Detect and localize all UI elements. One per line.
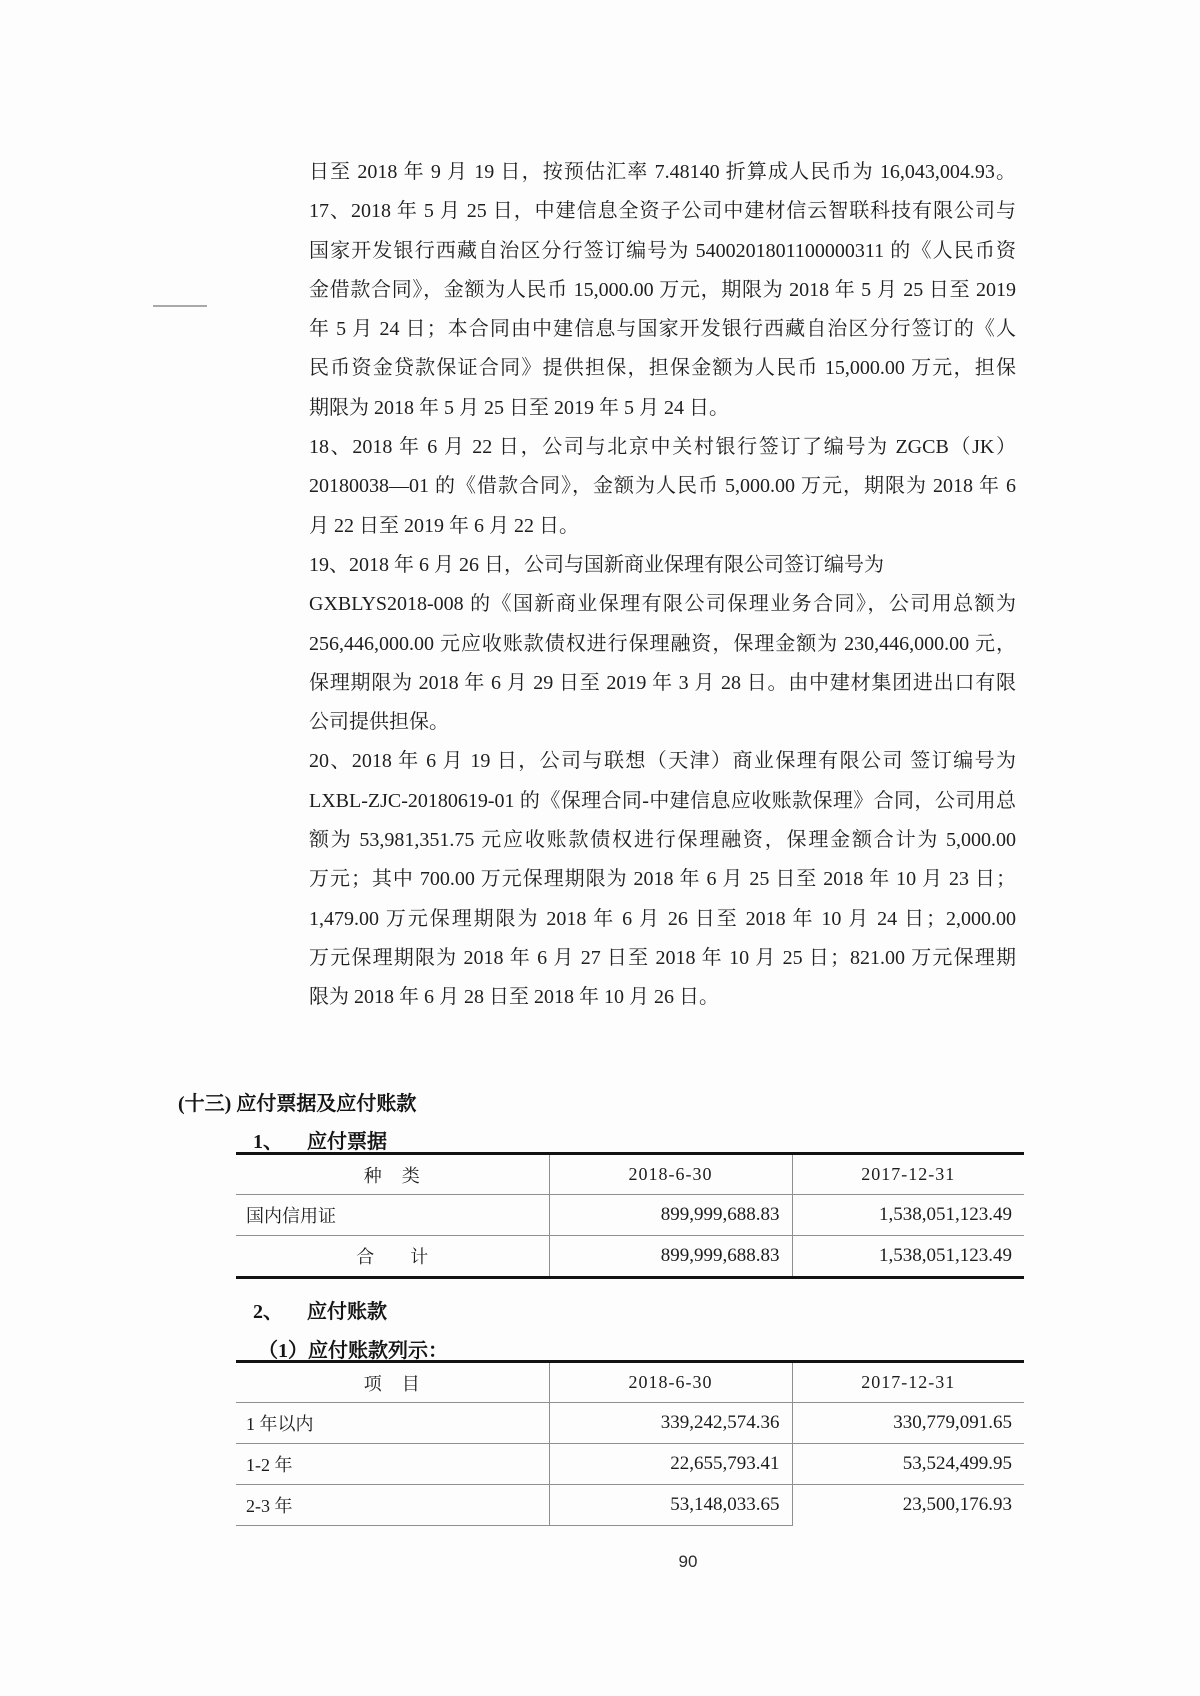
section-heading: (十三) 应付票据及应付账款	[178, 1093, 417, 1115]
table-row	[236, 1236, 1024, 1278]
row-label: 1 年以内	[236, 1403, 549, 1444]
column-header: 种 类	[236, 1154, 549, 1195]
body-text-line: 金借款合同》，金额为人民币 15,000.00 万元，期限为 2018 年 5 月 25 日至 2019	[309, 278, 1016, 301]
body-text-line: 万元保理期限为 2018 年 6 月 27 日至 2018 年 10 月 25 日；821.00 万元保理期	[309, 946, 1016, 969]
row-label: 1-2 年	[236, 1444, 549, 1485]
subsection-title: 应付账款	[307, 1301, 387, 1323]
body-text-line: 公司提供担保。	[309, 711, 449, 734]
amount-cell: 339,242,574.36	[549, 1403, 792, 1444]
page-number: 90	[678, 1552, 698, 1571]
table-row	[236, 1195, 1024, 1236]
table-row	[236, 1485, 1024, 1526]
table-row	[236, 1444, 1024, 1485]
table-body	[236, 1403, 1024, 1526]
amount-cell: 23,500,176.93	[792, 1485, 1024, 1526]
row-label: 国内信用证	[236, 1195, 549, 1236]
body-text-line: 18、2018 年 6 月 22 日，公司与北京中关村银行签订了编号为 ZGCB（JK）	[309, 436, 1016, 459]
subsection-accounts-payable-list: （1）应付账款列示：	[258, 1340, 448, 1362]
body-text-line: 限为 2018 年 6 月 28 日至 2018 年 10 月 26 日。	[309, 986, 719, 1009]
body-text-line: 保理期限为 2018 年 6 月 29 日至 2019 年 3 月 28 日。由中建材集团进出口有限	[309, 671, 1016, 694]
margin-dash	[153, 305, 207, 307]
column-header: 2018-6-30	[549, 1154, 792, 1195]
amount-cell: 899,999,688.83	[549, 1195, 792, 1236]
body-text-line: 民币资金贷款保证合同》提供担保，担保金额为人民币 15,000.00 万元，担保	[309, 357, 1016, 380]
accounts-payable-table	[236, 1360, 1024, 1526]
subsection-title: 应付票据	[307, 1131, 387, 1153]
column-header: 2018-6-30	[549, 1362, 792, 1403]
body-text-line: 日至 2018 年 9 月 19 日，按预估汇率 7.48140 折算成人民币为 16,043,004.93。	[309, 161, 1016, 183]
amount-cell: 1,538,051,123.49	[792, 1236, 1024, 1278]
body-text-line: LXBL-ZJC-20180619-01 的《保理合同-中建信息应收账款保理》合同，公司用总	[309, 789, 1016, 812]
body-text-line: 20180038—01 的《借款合同》，金额为人民币 5,000.00 万元，期限为 2018 年 6	[309, 475, 1016, 498]
subsection-number: 2、	[253, 1301, 283, 1323]
table-row	[236, 1403, 1024, 1444]
amount-cell: 53,524,499.95	[792, 1444, 1024, 1485]
table-header-row	[236, 1362, 1024, 1403]
table-header	[236, 1154, 1024, 1195]
body-paragraph	[309, 153, 1016, 1018]
body-text-line: 月 22 日至 2019 年 6 月 22 日。	[309, 514, 579, 537]
table-body	[236, 1195, 1024, 1278]
body-text-line: 万元；其中 700.00 万元保理期限为 2018 年 6 月 25 日至 2018 年 10 月 23 日；	[309, 868, 1016, 891]
body-text-line: 国家开发银行西藏自治区分行签订编号为 5400201801100000311 的《人民币资	[309, 239, 1016, 262]
body-text-line: 额为 53,981,351.75 元应收账款债权进行保理融资，保理金额合计为 5,000.00	[309, 829, 1016, 852]
body-text-line: GXBLYS2018-008 的《国新商业保理有限公司保理业务合同》，公司用总额为	[309, 593, 1016, 616]
body-text-line: 20、2018 年 6 月 19 日，公司与联想（天津）商业保理有限公司 签订编号为	[309, 750, 1016, 773]
body-text-line: 期限为 2018 年 5 月 25 日至 2019 年 5 月 24 日。	[309, 396, 729, 419]
column-header: 项 目	[236, 1362, 549, 1403]
table-header-row	[236, 1154, 1024, 1195]
amount-cell: 53,148,033.65	[549, 1485, 792, 1526]
amount-cell: 22,655,793.41	[549, 1444, 792, 1485]
row-label: 合 计	[356, 1247, 429, 1267]
row-label: 2-3 年	[236, 1485, 549, 1526]
body-text-line: 19、2018 年 6 月 26 日，公司与国新商业保理有限公司签订编号为	[309, 553, 884, 576]
subsection-number: 1、	[253, 1131, 283, 1153]
amount-cell: 899,999,688.83	[549, 1236, 792, 1278]
notes-payable-table	[236, 1152, 1024, 1279]
table-header	[236, 1362, 1024, 1403]
amount-cell: 1,538,051,123.49	[792, 1195, 1024, 1236]
subsection-accounts-payable	[253, 1295, 387, 1324]
body-text-line: 256,446,000.00 元应收账款债权进行保理融资，保理金额为 230,446,000.00 元，	[309, 632, 1016, 655]
body-text-line: 1,479.00 万元保理期限为 2018 年 6 月 26 日至 2018 年 10 月 24 日；2,000.00	[309, 907, 1016, 930]
subsection-notes-payable	[253, 1125, 387, 1154]
amount-cell: 330,779,091.65	[792, 1403, 1024, 1444]
column-header: 2017-12-31	[792, 1362, 1024, 1403]
column-header: 2017-12-31	[792, 1154, 1024, 1195]
body-text-line: 17、2018 年 5 月 25 日，中建信息全资子公司中建材信云智联科技有限公司与	[309, 200, 1016, 223]
body-text-line: 年 5 月 24 日；本合同由中建信息与国家开发银行西藏自治区分行签订的《人	[309, 318, 1016, 341]
